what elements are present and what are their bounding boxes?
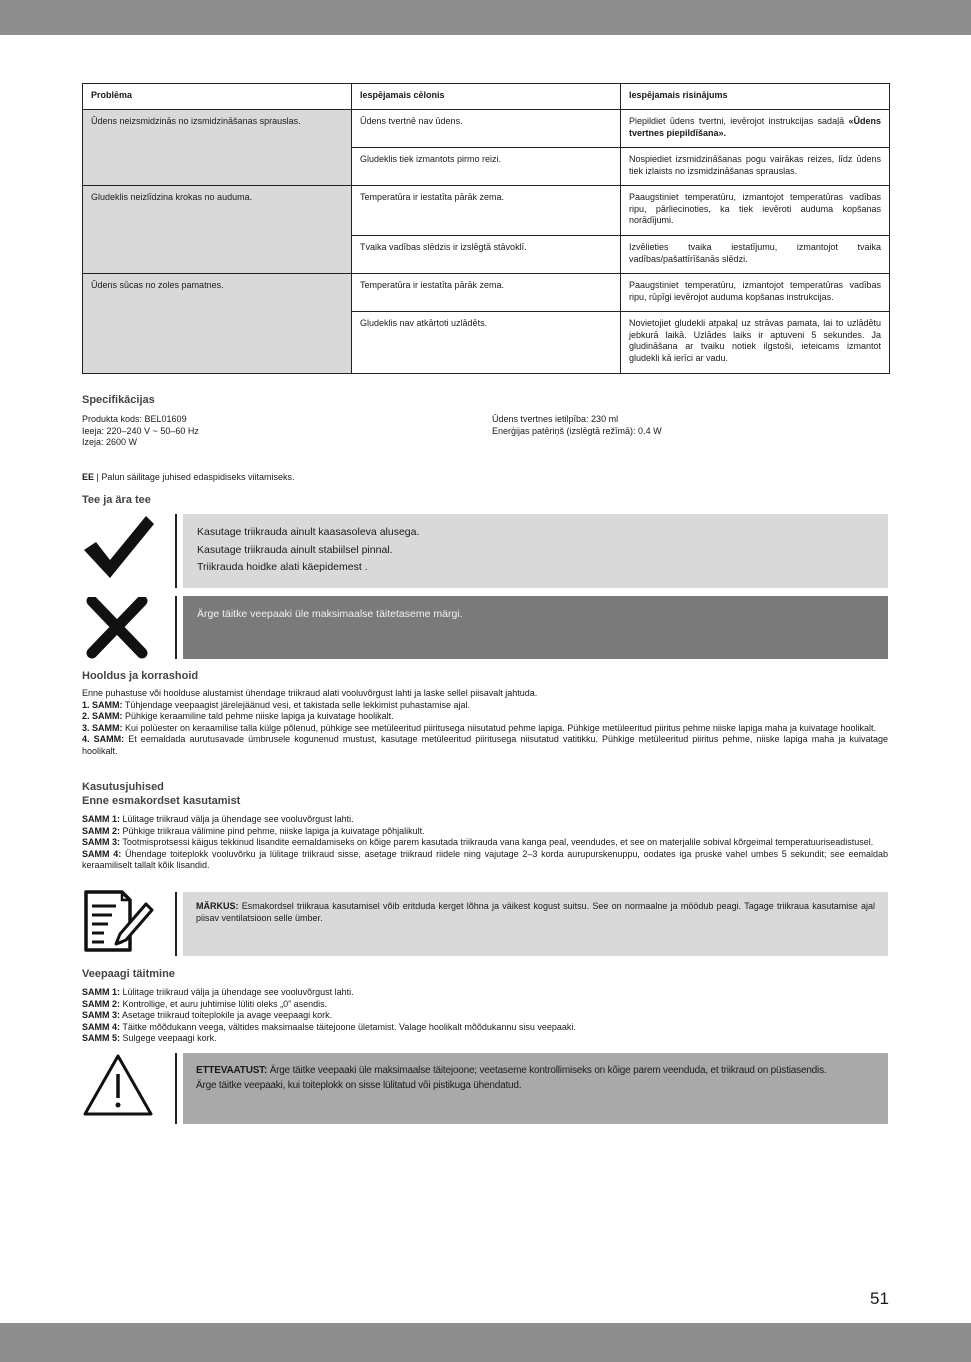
fill-step: SAMM 2: Kontrollige, et auru juhtimise lüliti oleks „0” asendis. (82, 998, 328, 1009)
fill-step: SAMM 3: Asetage triikraud toiteplokile ja avage veepaagi kork. (82, 1010, 333, 1020)
cross-icon (84, 597, 150, 659)
spec-output: Izeja: 2600 W (82, 437, 138, 447)
usage-subtitle: Enne esmakordset kasutamist (82, 795, 241, 807)
note-label: MÄRKUS: (196, 901, 239, 911)
fill-step: SAMM 1: Lülitage triikraud välja ja ühendage see vooluvõrgust lahti. (82, 987, 354, 997)
spec-input: Ieeja: 220–240 V ~ 50–60 Hz (82, 425, 199, 436)
cause-cell: Gludeklis nav atkārtoti uzlādēts. (352, 312, 621, 374)
usage-title: Kasutusjuhised (82, 781, 164, 793)
note-text: Esmakordsel triikraua kasutamisel võib eritduda kerget lõhna ja väikest kogust suitsu. See on normaalne ja möödub peagi. Tagage triikraua kasutamise ajal piisav ventilatsioon selle ümber. (196, 901, 875, 923)
cause-cell: Temperatūra ir iestatīta pārāk zema. (352, 274, 621, 312)
table-row (83, 186, 890, 236)
do-box (183, 514, 888, 588)
do-line: Kasutage triikrauda ainult kaasasoleva alusega. (197, 526, 420, 538)
warning-line: Ärge täitke veepaaki, kui toiteplokk on sisse lülitatud või pistikuga ühendatud. (196, 1080, 522, 1091)
specs-right (492, 414, 662, 437)
specs-left (82, 414, 199, 449)
note-box (183, 892, 888, 956)
care-text (82, 688, 888, 757)
page-number: 51 (870, 1289, 889, 1308)
solution-cell: Novietojiet gludekli atpakaļ uz strāvas pamata, lai to uzlādētu jebkurā laikā. Uzlādes laiks ir aptuveni 5 sekundes. Ja gludināšana ar tvaiku notiek ilgstoši, ieteicams izmantot gludekli kā ierīci ar vadu. (621, 312, 890, 374)
do-line: Triikrauda hoidke alati käepidemest . (197, 561, 368, 573)
spec-product-code: Produkta kods: BEL01609 (82, 414, 187, 424)
header-solution: Iespējamais risinājums (621, 84, 890, 110)
usage-text (82, 814, 888, 872)
care-title: Hooldus ja korrashoid (82, 670, 199, 682)
warning-icon (82, 1052, 154, 1118)
intro-text: Palun säilitage juhised edaspidiseks viitamiseks. (101, 472, 295, 482)
troubleshooting-table (82, 83, 890, 374)
solution-cell: Paaugstiniet temperatūru, izmantojot temperatūras vadības ripu, pārliecinoties, ka tiek ievēroti auduma kopšanas norādījumi. (621, 186, 890, 236)
cause-cell: Temperatūra ir iestatīta pārāk zema. (352, 186, 621, 236)
usage-step: SAMM 4: Ühendage toiteplokk vooluvõrku ja lülitage triikraud sisse, asetage triikraud riidele ning vajutage 2–3 korda aurupurskenuppu, oodates iga pruske vahel umbes 5 sekundit; see eemaldab keraamiliselt tallalt kõik lisandid. (82, 848, 888, 870)
intro-line: EE | Palun säilitage juhised edaspidiseks viitamiseks. (82, 472, 295, 482)
cause-cell: Tvaika vadības slēdzis ir izslēgtā stāvoklī. (352, 236, 621, 274)
note-icon (82, 890, 154, 954)
problem-cell: Gludeklis neizlīdzina krokas no auduma. (83, 186, 352, 274)
header-bar (0, 0, 971, 35)
divider (175, 1053, 177, 1124)
care-intro: Enne puhastuse või hoolduse alustamist ühendage triikraud alati vooluvõrgust lahti ja laske sellel piisavalt jahtuda. (82, 688, 538, 698)
dont-box (183, 596, 888, 659)
language-code: EE (82, 472, 95, 482)
divider (175, 596, 177, 659)
usage-step: SAMM 3: Tootmisprotsessi käigus tekkinud lisandite eemaldamiseks on kõige parem kasutada triikrauda vana kanga peal, veendudes, et see on materjalile sobival kõrgeimal temperatuuriseadistusel. (82, 837, 874, 847)
divider (175, 892, 177, 956)
care-step: 1. SAMM: Tühjendage veepaagist järelejäänud vesi, et takistada selle lekkimist puhastamise ajal. (82, 699, 471, 710)
checkmark-icon (82, 512, 156, 580)
table-row (83, 274, 890, 312)
header-cause: Iespējamais cēlonis (352, 84, 621, 110)
cause-cell: Ūdens tvertnē nav ūdens. (352, 110, 621, 148)
spec-tank-capacity: Ūdens tvertnes ietilpība: 230 ml (492, 414, 619, 424)
problem-cell: Ūdens neizsmidzinās no izsmidzināšanas sprauslas. (83, 110, 352, 186)
solution-cell: Piepildiet ūdens tvertni, ievērojot instrukcijas sadaļā «Ūdens tvertnes piepildīšana». (621, 110, 890, 148)
divider (175, 514, 177, 588)
warning-line: ETTEVAATUST: Ärge täitke veepaaki üle maksimaalse täitejoone; veetaseme kontrollimiseks on kõige parem veenduda, et triikraud on püstiasendis. (196, 1065, 827, 1076)
solution-cell: Paaugstiniet temperatūru, izmantojot temperatūras vadības ripu, rūpīgi ievērojot auduma kopšanas instrukcijas. (621, 274, 890, 312)
header-problem: Problēma (83, 84, 352, 110)
dos-title: Tee ja ära tee (82, 494, 151, 506)
cause-cell: Gludeklis tiek izmantots pirmo reizi. (352, 148, 621, 186)
fill-title: Veepaagi täitmine (82, 968, 175, 980)
usage-step: SAMM 2: Pühkige triikraua välimine pind pehme, niiske lapiga ja kuivatage põhjalikult. (82, 825, 425, 836)
solution-cell: Nospiediet izsmidzināšanas pogu vairākas reizes, līdz ūdens tiek izlaists no izsmidzināšanas sprauslas. (621, 148, 890, 186)
care-step: 2. SAMM: Pühkige keraamiline tald pehme niiske lapiga ja kuivatage hoolikalt. (82, 711, 394, 721)
warning-box (183, 1053, 888, 1124)
specs-title: Specifikācijas (82, 394, 155, 406)
dont-line: Ärge täitke veepaaki üle maksimaalse täitetaseme märgi. (197, 608, 463, 620)
fill-step: SAMM 4: Täitke mõõdukann veega, vältides maksimaalse täitejoone ületamist. Valage hoolikalt mõõdukannu sisu veepaaki. (82, 1021, 576, 1032)
table-row (83, 110, 890, 148)
solution-cell: Izvēlieties tvaika iestatījumu, izmantojot tvaika vadības/pašattīrīšanās slēdzi. (621, 236, 890, 274)
usage-step: SAMM 1: Lülitage triikraud välja ja ühendage see vooluvõrgust lahti. (82, 814, 354, 824)
footer-bar (0, 1323, 971, 1362)
problem-cell: Ūdens sūcas no zoles pamatnes. (83, 274, 352, 374)
care-step: 3. SAMM: Kui polüester on keraamilise talla külge põlenud, pühkige see metüleeritud piiritusega niisutatud pehme lapiga. Pühkige metüleeritud piiritus pehme niiske lapiga maha ja kuivatage hoolikalt. (82, 722, 876, 733)
care-step: 4. SAMM: Et eemaldada aurutusavade ümbrusele kogunenud mustust, kasutage metüleeritud piiritusega niisutatud vatitikku. Pühkige metüleeritud piiritus pehme, niiske lapiga maha ja kuivatage hoolikalt. (82, 734, 889, 756)
fill-step: SAMM 5: Sulgege veepaagi kork. (82, 1033, 217, 1043)
table-header-row (83, 84, 890, 110)
fill-text (82, 987, 888, 1045)
do-line: Kasutage triikrauda ainult stabiilsel pinnal. (197, 543, 393, 556)
spec-standby-power: Enerģijas patēriņš (izslēgtā režīmā): 0.4 W (492, 425, 662, 436)
